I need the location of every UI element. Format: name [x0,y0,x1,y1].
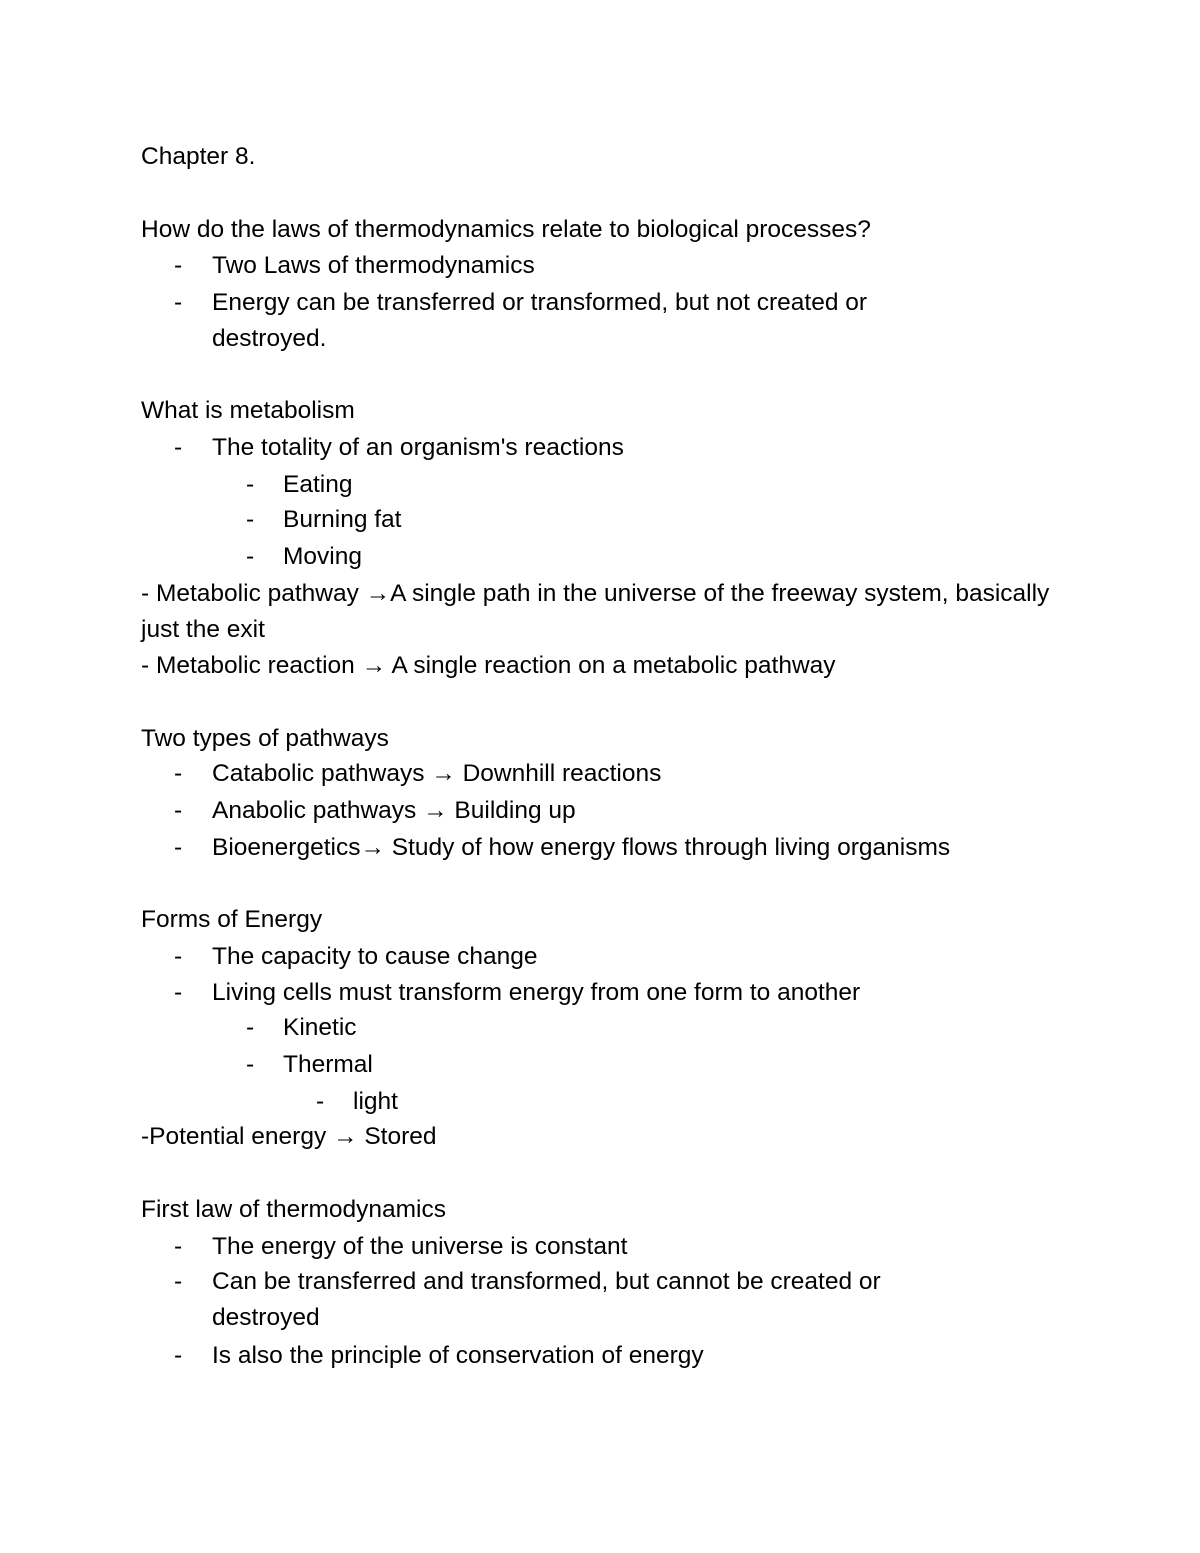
bullet-dash: - [246,471,255,498]
bullet-dash: - [246,543,255,570]
list-subitem: Burning fat [283,506,402,533]
bullet-dash: - [174,834,183,861]
bullet-dash: - [174,1233,183,1260]
list-subitem: Moving [283,543,362,570]
list-item: Two Laws of thermodynamics [212,252,535,279]
bullet-dash: - [174,1342,183,1369]
bullet-dash: - [246,506,255,533]
bullet-dash: - [174,797,183,824]
bullet-dash: - [174,1268,183,1295]
list-item: The totality of an organism's reactions [212,434,624,461]
list-subitem: Eating [283,471,353,498]
list-item: Is also the principle of conservation of energy [212,1342,704,1369]
list-item: Bioenergetics→ Study of how energy flows through living organisms [212,834,951,861]
chapter-title: Chapter 8. [141,143,256,170]
bullet-dash: - [174,289,183,316]
bullet-dash: - [174,943,183,970]
bullet-dash: - [174,434,183,461]
list-item: Anabolic pathways → Building up [212,797,576,824]
list-item: The capacity to cause change [212,943,538,970]
list-subsubitem: light [353,1088,398,1115]
list-item: Can be transferred and transformed, but cannot be created or destroyed [212,1268,881,1332]
list-item: Living cells must transform energy from one form to another [212,979,861,1006]
bullet-dash: - [174,760,183,787]
note-line: - Metabolic pathway →A single path in the universe of the freeway system, basically just the exit [141,580,1050,644]
section-heading: What is metabolism [141,397,355,424]
bullet-dash: - [246,1051,255,1078]
list-item: The energy of the universe is constant [212,1233,628,1260]
bullet-dash: - [246,1014,255,1041]
list-subitem: Thermal [283,1051,373,1078]
list-item: Energy can be transferred or transformed, but not created or destroyed. [212,289,868,353]
section-heading: First law of thermodynamics [141,1196,446,1223]
list-item: Catabolic pathways → Downhill reactions [212,760,662,787]
bullet-dash: - [316,1088,325,1115]
bullet-dash: - [174,979,183,1006]
note-line: -Potential energy → Stored [141,1123,437,1150]
list-subitem: Kinetic [283,1014,357,1041]
bullet-dash: - [174,252,183,279]
section-heading: Forms of Energy [141,906,323,933]
section-heading: Two types of pathways [141,725,389,752]
note-line: - Metabolic reaction → A single reaction on a metabolic pathway [141,652,836,679]
section-heading: How do the laws of thermodynamics relate to biological processes? [141,216,871,243]
